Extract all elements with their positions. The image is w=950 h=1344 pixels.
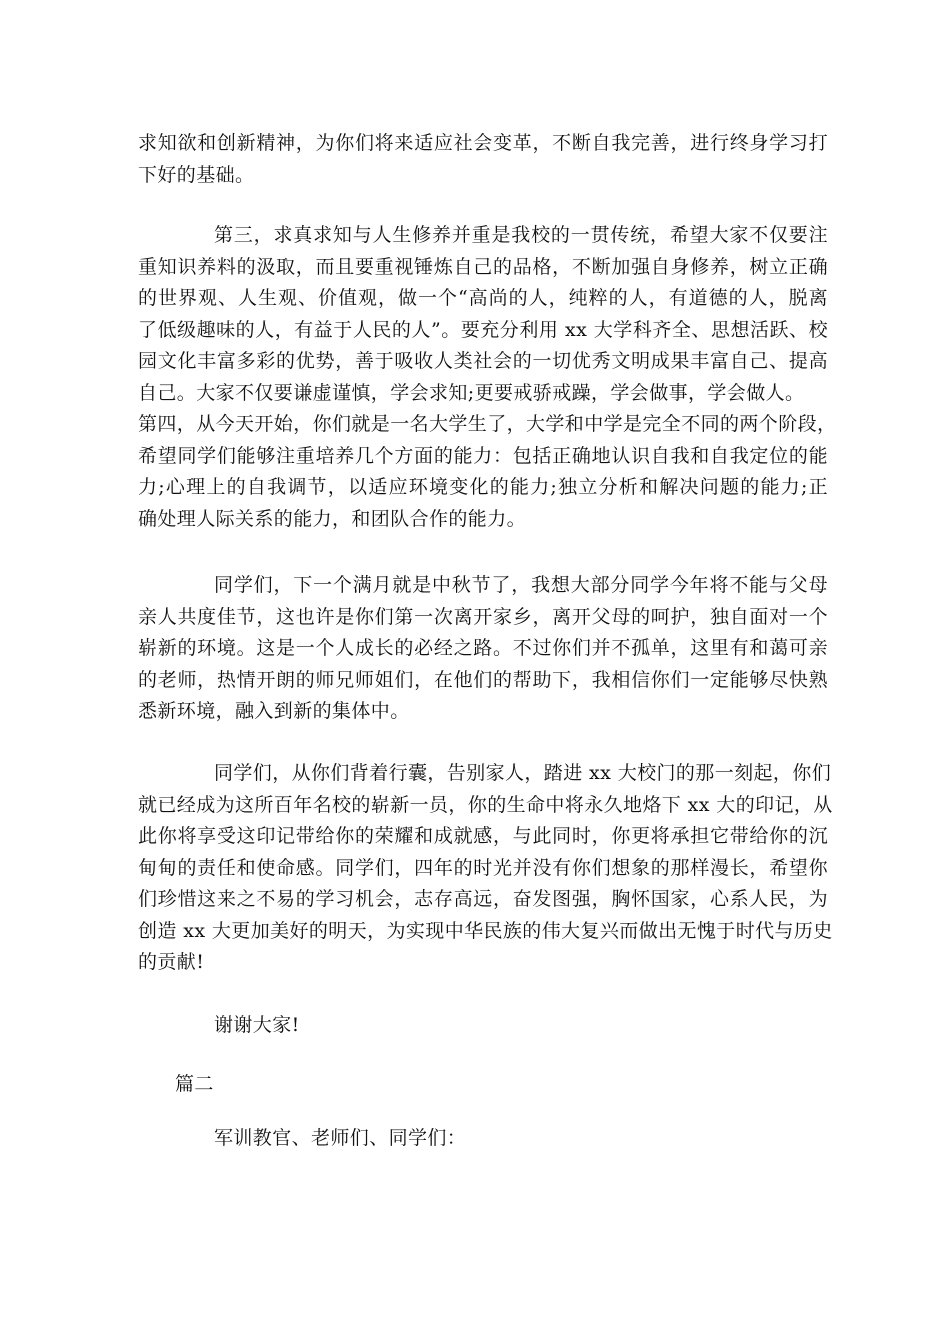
paragraph-third-point <box>138 220 837 535</box>
text-line: 就已经成为这所百年名校的崭新一员，你的生命中将永久地烙下 xx 大的印记，从 <box>138 793 833 816</box>
text-line: 创造 xx 大更加美好的明天，为实现中华民族的伟大复兴而做出无愧于时代与历史 <box>138 919 833 942</box>
text-line: 希望同学们能够注重培养几个方面的能力：包括正确地认识自我和自我定位的能 <box>138 444 828 467</box>
text-line: 第四，从今天开始，你们就是一名大学生了，大学和中学是完全不同的两个阶段， <box>138 413 837 435</box>
paragraph-salutation <box>138 1123 828 1155</box>
text-line: 同学们，从你们背着行囊，告别家人，踏进 xx 大校门的那一刻起，你们 <box>214 762 832 784</box>
text-line: 求知欲和创新精神，为你们将来适应社会变革，不断自我完善，进行终身学习打 <box>138 132 828 154</box>
text-line: 的老师，热情开朗的师兄师姐们，在他们的帮助下，我相信你们一定能够尽快熟 <box>138 668 828 691</box>
text-line: 自己。大家不仅要谦虚谨慎，学会求知;更要戒骄戒躁，学会做事，学会做人。 <box>138 381 805 404</box>
text-line: 了低级趣味的人，有益于人民的人”。要充分利用 xx 大学科齐全、思想活跃、校 <box>138 318 828 341</box>
text-line: 悉新环境，融入到新的集体中。 <box>138 700 410 722</box>
text-line: 军训教官、老师们、同学们： <box>214 1127 467 1149</box>
text-line: 篇二 <box>175 1073 214 1095</box>
paragraph-intro-continuation <box>138 128 828 191</box>
text-line: 亲人共度佳节，这也许是你们第一次离开家乡，离开父母的呵护，独自面对一个 <box>138 605 828 628</box>
paragraph-thanks <box>138 1010 828 1042</box>
text-line: 同学们，下一个满月就是中秋节了，我想大部分同学今年将不能与父母 <box>214 574 828 596</box>
text-line: 下好的基础。 <box>138 163 255 186</box>
text-line: 力;心理上的自我调节，以适应环境变化的能力;独立分析和解决问题的能力;正 <box>138 476 828 498</box>
paragraph-mid-autumn <box>138 570 828 728</box>
section-heading-part-two <box>175 1069 865 1101</box>
text-line: 确处理人际关系的能力，和团队合作的能力。 <box>138 507 527 530</box>
text-line: 重知识养料的汲取，而且要重视锤炼自己的品格，不断加强自身修养，树立正确 <box>138 255 828 278</box>
text-line: 园文化丰富多彩的优势，善于吸收人类社会的一切优秀文明成果丰富自己、提高 <box>138 350 828 372</box>
text-line: 谢谢大家! <box>214 1014 300 1036</box>
text-line: 崭新的环境。这是一个人成长的必经之路。不过你们并不孤单，这里有和蔼可亲 <box>138 637 828 659</box>
paragraph-new-member <box>138 758 833 979</box>
text-line: 们珍惜这来之不易的学习机会，志存高远，奋发图强，胸怀国家，心系人民，为 <box>138 888 828 910</box>
text-line: 甸甸的责任和使命感。同学们，四年的时光并没有你们想象的那样漫长，希望你 <box>138 856 828 879</box>
text-line: 的贡献! <box>138 951 205 973</box>
text-line: 第三，求真求知与人生修养并重是我校的一贯传统，希望大家不仅要注 <box>214 224 828 246</box>
text-line: 此你将享受这印记带给你的荣耀和成就感，与此同时，你更将承担它带给你的沉 <box>138 825 828 847</box>
text-line: 的世界观、人生观、价值观，做一个“高尚的人，纯粹的人，有道德的人，脱离 <box>138 287 828 309</box>
